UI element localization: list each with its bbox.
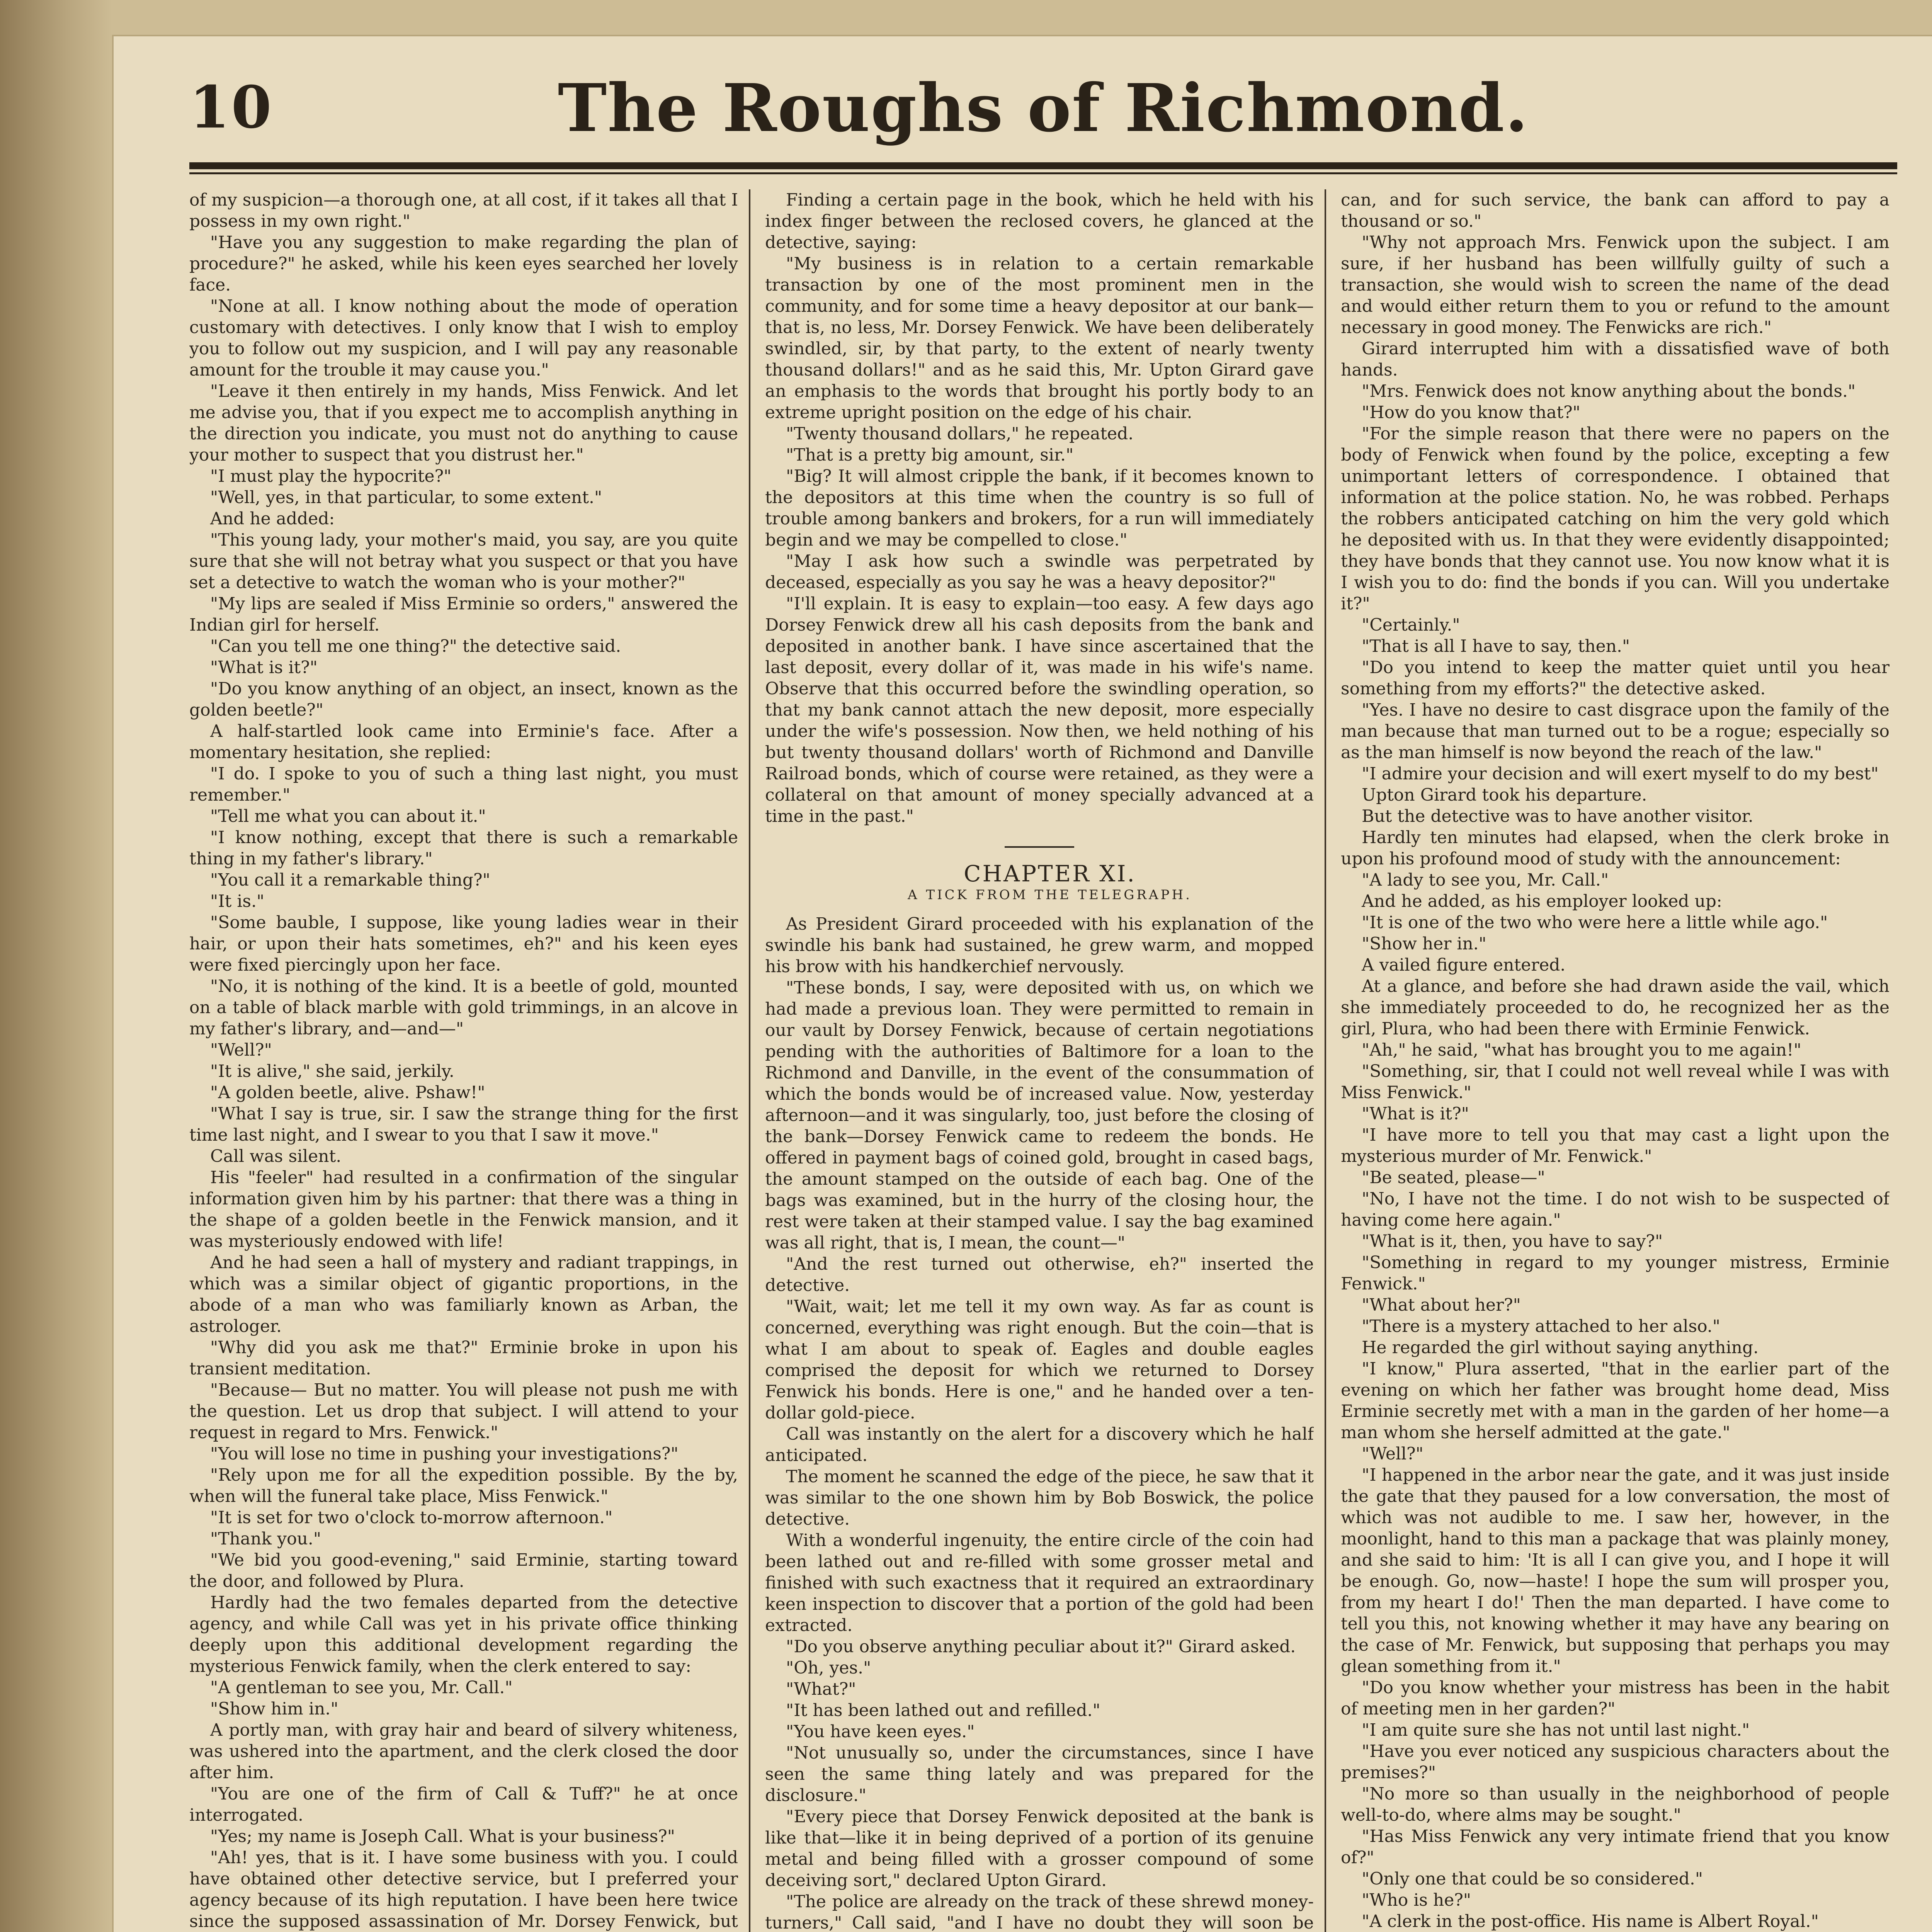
paragraph: "No more so than usually in the neighborhood of people well-to-do, where alms may be sought.": [1341, 1784, 1889, 1825]
paragraph: "We bid you good-evening," said Erminie, starting toward the door, and followed by Plura.: [189, 1550, 738, 1591]
paragraph: "Has Miss Fenwick any very intimate friend that you know of?": [1341, 1827, 1889, 1867]
paragraph: And he added:: [210, 509, 335, 529]
paragraph: "What is it, then, you have to say?": [1362, 1231, 1663, 1251]
column-divider: [749, 189, 750, 1932]
paragraph: "Certainly.": [1362, 615, 1460, 635]
text-column-3: [1341, 189, 1889, 1932]
paragraph: "Leave it then entirely in my hands, Miss Fenwick. And let me advise you, that if you expect me to accomplish anything in the direction you indicate, you must not do anything to cause your mother to suspect that you distrust her.": [189, 381, 738, 465]
page-number: 10: [189, 73, 273, 141]
paragraph: "I'll explain. It is easy to explain—too easy. A few days ago Dorsey Fenwick drew all his cash deposits from the bank and deposited in another bank. I have since ascertained that the last deposit, every dollar of it, was made in his wife's name. Observe that this occurred before the swindling operation, so that my bank cannot attach the new deposit, more especially under the wife's possession. Now then, we held nothing of his but twenty thousand dollars' worth of Richmond and Danville Railroad bonds, which of course were retained, as they were a collateral on that amount of money specially advanced at a time in the past.": [765, 594, 1314, 826]
paragraph: "What is it?": [1362, 1104, 1469, 1124]
paragraph: "I know," Plura asserted, "that in the earlier part of the evening on which her father was brought home dead, Miss Erminie secretly met with a man in the garden of her home—a man whom she herself admitted at the gate.": [1341, 1359, 1889, 1442]
text-column-1: [189, 189, 738, 1932]
paragraph: "None at all. I know nothing about the mode of operation customary with detectives. I only know that I wish to employ you to follow out my suspicion, and I will pay any reasonable amount for the trouble it may cause you.": [189, 296, 738, 380]
paragraph: "Every piece that Dorsey Fenwick deposited at the bank is like that—like it in being deprived of a portion of its genuine metal and being filled with a grosser compound of some deceiving sort," declared Upton Girard.: [765, 1807, 1314, 1890]
paragraph: A vailed figure entered.: [1362, 955, 1566, 975]
chapter-heading: CHAPTER XI.: [964, 861, 1136, 887]
page-header: [189, 58, 1897, 155]
paragraph: "Yes; my name is Joseph Call. What is your business?": [210, 1827, 675, 1846]
paragraph: "Show him in.": [210, 1699, 338, 1719]
paragraph: "Do you know whether your mistress has been in the habit of meeting men in her garden?": [1341, 1678, 1889, 1719]
paragraph: "Thank you.": [210, 1529, 321, 1549]
paragraph: "Big? It will almost cripple the bank, if it becomes known to the depositors at this time when the country is so full of trouble among bankers and brokers, for a run will immediately begin and we may be compelled to close.": [765, 466, 1314, 550]
column-2-before: [765, 189, 1314, 827]
paragraph: "You have keen eyes.": [786, 1722, 975, 1742]
paragraph: Girard interrupted him with a dissatisfied wave of both hands.: [1341, 339, 1889, 380]
paragraph: "A gentleman to see you, Mr. Call.": [210, 1678, 513, 1697]
paragraph: Hardly had the two females departed from the detective agency, and while Call was yet in his private office thinking deeply upon this additional development regarding the mysterious Fenwick family, when the clerk entered to say:: [189, 1593, 738, 1676]
paragraph: "What?": [786, 1679, 856, 1699]
paragraph: "And the rest turned out otherwise, eh?" inserted the detective.: [765, 1254, 1314, 1295]
paragraph: His "feeler" had resulted in a confirmation of the singular information given him by his partner: that there was a thing in the shape of a golden beetle in the Fenwick mansion, and it was mysteriously endowed with life!: [189, 1168, 738, 1251]
paragraph: He regarded the girl without saying anything.: [1362, 1338, 1759, 1357]
paragraph: "I admire your decision and will exert myself to do my best": [1362, 764, 1879, 784]
paragraph: And he had seen a hall of mystery and radiant trappings, in which was a similar object of gigantic proportions, in the abode of a man who was familiarly known as Arban, the astrologer.: [189, 1253, 738, 1336]
paragraph: "That is a pretty big amount, sir.": [786, 445, 1074, 465]
paragraph: Upton Girard took his departure.: [1362, 785, 1647, 805]
column-divider: [1325, 189, 1326, 1932]
paragraph: "Have you ever noticed any suspicious characters about the premises?": [1341, 1742, 1889, 1782]
paragraph: "Well?": [210, 1040, 272, 1060]
paragraph: "I happened in the arbor near the gate, and it was just inside the gate that they paused for a low conversation, the most of which was not audible to me. I saw her, however, in the moonlight, hand to this man a package that was plainly money, and she said to him: 'It is all I can give you, and I hope it will be enough. Go, now—haste! I hope the sum will prosper you, from my heart I do!' Then the man departed. I have come to tell you this, not knowing whether it may have any bearing on the case of Mr. Fenwick, but supposing that perhaps you may glean something from it.": [1341, 1465, 1889, 1676]
page-title: The Roughs of Richmond.: [558, 70, 1529, 147]
paragraph: "Something, sir, that I could not well reveal while I was with Miss Fenwick.": [1341, 1061, 1889, 1102]
paragraph: With a wonderful ingenuity, the entire circle of the coin had been lathed out and re-filled with some grosser metal and finished with such exactness that it required an extraordinary keen inspection to discover that a portion of the gold had been extracted.: [765, 1531, 1314, 1635]
paragraph: Call was silent.: [210, 1146, 342, 1166]
paragraph: "You call it a remarkable thing?": [210, 870, 490, 890]
paragraph: "What is it?": [210, 658, 318, 677]
paragraph: "This young lady, your mother's maid, you say, are you quite sure that she will not betray what you suspect or that you have set a detective to watch the woman who is your mother?": [189, 530, 738, 592]
paragraph: "Why did you ask me that?" Erminie broke in upon his transient meditation.: [189, 1338, 738, 1379]
paragraph: "It is set for two o'clock to-morrow afternoon.": [210, 1508, 613, 1527]
paragraph: "Because— But no matter. You will please not push me with the question. Let us drop that subject. I will attend to your request in regard to Mrs. Fenwick.": [189, 1380, 738, 1442]
paragraph: A portly man, with gray hair and beard of silvery whiteness, was ushered into the apartment, and the clerk closed the door after him.: [189, 1720, 738, 1782]
paragraph: "Do you know anything of an object, an insect, known as the golden beetle?": [189, 679, 738, 720]
paragraph: "Have you any suggestion to make regarding the plan of procedure?" he asked, while his keen eyes searched her lovely face.: [189, 233, 738, 295]
paragraph: "You will lose no time in pushing your investigations?": [210, 1444, 679, 1464]
paragraph: "It is alive," she said, jerkily.: [210, 1061, 454, 1081]
chapter-header: [765, 846, 1314, 906]
paragraph: "Show her in.": [1362, 934, 1486, 954]
paragraph: The moment he scanned the edge of the piece, he saw that it was similar to the one shown him by Bob Boswick, the police detective.: [765, 1467, 1314, 1529]
paragraph: At a glance, and before she had drawn aside the vail, which she immediately proceeded to do, he recognized her as the girl, Plura, who had been there with Erminie Fenwick.: [1341, 976, 1889, 1039]
paragraph: "Be seated, please—": [1362, 1168, 1545, 1187]
paragraph: Hardly ten minutes had elapsed, when the clerk broke in upon his profound mood of study with the announcement:: [1341, 828, 1889, 869]
paragraph: "I know nothing, except that there is such a remarkable thing in my father's library.": [189, 828, 738, 869]
paragraph: "It has been lathed out and refilled.": [786, 1701, 1100, 1720]
paragraph: But the detective was to have another visitor.: [1362, 806, 1753, 826]
paragraph: "Ah! yes, that is it. I have some business with you. I could have obtained other detective service, but I preferred your agency because of its high reputation. I have been here twice since the supposed assassination of Mr. Dorsey Fenwick, but: [189, 1848, 738, 1931]
paragraph: "Well?": [1362, 1444, 1423, 1464]
paragraph: "I am quite sure she has not until last night.": [1362, 1720, 1750, 1740]
paragraph: "What I say is true, sir. I saw the strange thing for the first time last night, and I swear to you that I saw it move.": [189, 1104, 738, 1145]
paragraph: "Wait, wait; let me tell it my own way. As far as count is concerned, everything was right enough. But the coin—that is what I am about to speak of. Eagles and double eagles comprised the deposit for which we returned to Dorsey Fenwick his bonds. Here is one," and he handed over a ten-dollar gold-piece.: [765, 1297, 1314, 1423]
paragraph: "Tell me what you can about it.": [210, 806, 486, 826]
paragraph: "There is a mystery attached to her also.": [1362, 1316, 1721, 1336]
paragraph: "Yes. I have no desire to cast disgrace upon the family of the man because that man turned out to be a rogue; especially so as the man himself is now beyond the reach of the law.": [1341, 700, 1889, 762]
paragraph: "Rely upon me for all the expedition possible. By the by, when will the funeral take place, Miss Fenwick.": [189, 1465, 738, 1506]
paragraph: Finding a certain page in the book, which he held with his index finger between the reclosed covers, he glanced at the detective, saying:: [765, 190, 1314, 252]
paragraph: "What about her?": [1362, 1295, 1521, 1315]
paragraph: A half-startled look came into Erminie's face. After a momentary hesitation, she replied:: [189, 721, 738, 762]
paragraph: "May I ask how such a swindle was perpetrated by deceased, especially as you say he was a heavy depositor?": [765, 551, 1314, 592]
paragraph: "Who is he?": [1362, 1890, 1471, 1910]
paragraph: "Oh, yes.": [786, 1658, 871, 1678]
paragraph: "Something in regard to my younger mistress, Erminie Fenwick.": [1341, 1253, 1889, 1294]
header-rule-thin: [189, 172, 1897, 174]
paragraph: "The police are already on the track of these shrewd money-turners," Call said, "and I have no doubt they will soon be: [765, 1892, 1314, 1932]
paragraph: "How do you know that?": [1362, 403, 1580, 422]
paragraph: "Ah," he said, "what has brought you to me again!": [1362, 1040, 1801, 1060]
paragraph: "No, it is nothing of the kind. It is a beetle of gold, mounted on a table of black marble with gold trimmings, in an alcove in my father's library, and—and—": [189, 976, 738, 1039]
paragraph: "My lips are sealed if Miss Erminie so orders," answered the Indian girl for herself.: [189, 594, 738, 635]
magazine-page: [112, 35, 1932, 1932]
chapter-subheading: A TICK FROM THE TELEGRAPH.: [908, 887, 1192, 903]
paragraph: "Not unusually so, under the circumstances, since I have seen the same thing lately and was prepared for the disclosure.": [765, 1743, 1314, 1805]
paragraph: "I have more to tell you that may cast a light upon the mysterious murder of Mr. Fenwick.": [1341, 1125, 1889, 1166]
paragraph: "I do. I spoke to you of such a thing last night, you must remember.": [189, 764, 738, 805]
paragraph: "That is all I have to say, then.": [1362, 636, 1630, 656]
paragraph: "A lady to see you, Mr. Call.": [1362, 870, 1609, 890]
paragraph: "A clerk in the post-office. His name is Albert Royal.": [1362, 1912, 1819, 1931]
paragraph: "It is.": [210, 891, 265, 911]
paragraph: "For the simple reason that there were no papers on the body of Fenwick when found by the police, excepting a few unimportant letters of correspondence. I obtained that information at the police station. No, he was robbed. Perhaps the robbers anticipated catching on him the very gold which he deposited with us. In that they were evidently disappointed; they have bonds that they cannot use. You now know what it is I wish you to do: find the bonds if you can. Will you undertake it?": [1341, 424, 1889, 614]
paragraph: of my suspicion—a thorough one, at all cost, if it takes all that I possess in my own right.": [189, 190, 738, 231]
paragraph: "No, I have not the time. I do not wish to be suspected of having come here again.": [1341, 1189, 1889, 1230]
paragraph: "Do you intend to keep the matter quiet until you hear something from my efforts?" the detective asked.: [1341, 658, 1889, 699]
paragraph: "My business is in relation to a certain remarkable transaction by one of the most prominent men in the community, and for some time a heavy depositor at our bank—that is, no less, Mr. Dorsey Fenwick. We have been deliberately swindled, sir, by that party, to the extent of nearly twenty thousand dollars!" and as he said this, Mr. Upton Girard gave an emphasis to the words that brought his portly body to an extreme upright position on the edge of his chair.: [765, 254, 1314, 422]
paragraph: "Well, yes, in that particular, to some extent.": [210, 488, 602, 507]
paragraph: "You are one of the firm of Call & Tuff?" he at once interrogated.: [189, 1784, 738, 1825]
paragraph: "Can you tell me one thing?" the detective said.: [210, 636, 621, 656]
text-column-2: [765, 189, 1314, 1932]
paragraph: "I must play the hypocrite?": [210, 466, 452, 486]
paragraph: can, and for such service, the bank can afford to pay a thousand or so.": [1341, 190, 1889, 231]
paragraph: "Twenty thousand dollars," he repeated.: [786, 424, 1134, 444]
paragraph: As President Girard proceeded with his explanation of the swindle his bank had sustained, he grew warm, and mopped his brow with his handkerchief nervously.: [765, 914, 1314, 976]
paragraph: "A golden beetle, alive. Pshaw!": [210, 1083, 485, 1102]
column-2-after: [765, 913, 1314, 1932]
paragraph: "Why not approach Mrs. Fenwick upon the subject. I am sure, if her husband has been willfully guilty of such a transaction, she would wish to screen the name of the dead and would either return them to you or refund to the amount necessary in good money. The Fenwicks are rich.": [1341, 233, 1889, 337]
paragraph: And he added, as his employer looked up:: [1362, 891, 1722, 911]
paragraph: "Only one that could be so considered.": [1362, 1869, 1703, 1889]
chapter-rule: [1005, 846, 1074, 848]
paragraph: Call was instantly on the alert for a discovery which he half anticipated.: [765, 1424, 1314, 1465]
paragraph: "Do you observe anything peculiar about it?" Girard asked.: [786, 1637, 1296, 1656]
paragraph: "It is one of the two who were here a little while ago.": [1362, 913, 1828, 932]
paragraph: "Mrs. Fenwick does not know anything about the bonds.": [1362, 381, 1856, 401]
header-rule: [189, 162, 1897, 169]
paragraph: "These bonds, I say, were deposited with us, on which we had made a previous loan. They were permitted to remain in our vault by Dorsey Fenwick, because of certain negotiations pending with the authorities of Baltimore for a loan to the Richmond and Danville, in the event of the consummation of which the bonds would be of increased value. Now, yesterday afternoon—and it was singularly, too, just before the closing of the bank—Dorsey Fenwick came to redeem the bonds. He offered in payment bags of coined gold, brought in cased bags, the amount stamped on the outside of each bag. One of the bags was examined, but in the hurry of the closing hour, the rest were taken at their stamped value. I say the bag examined was all right, that is, I mean, the count—": [765, 978, 1314, 1253]
paragraph: "Some bauble, I suppose, like young ladies wear in their hair, or upon their hats sometimes, eh?" and his keen eyes were fixed piercingly upon her face.: [189, 913, 738, 975]
page-gutter-shadow: [0, 0, 112, 1932]
